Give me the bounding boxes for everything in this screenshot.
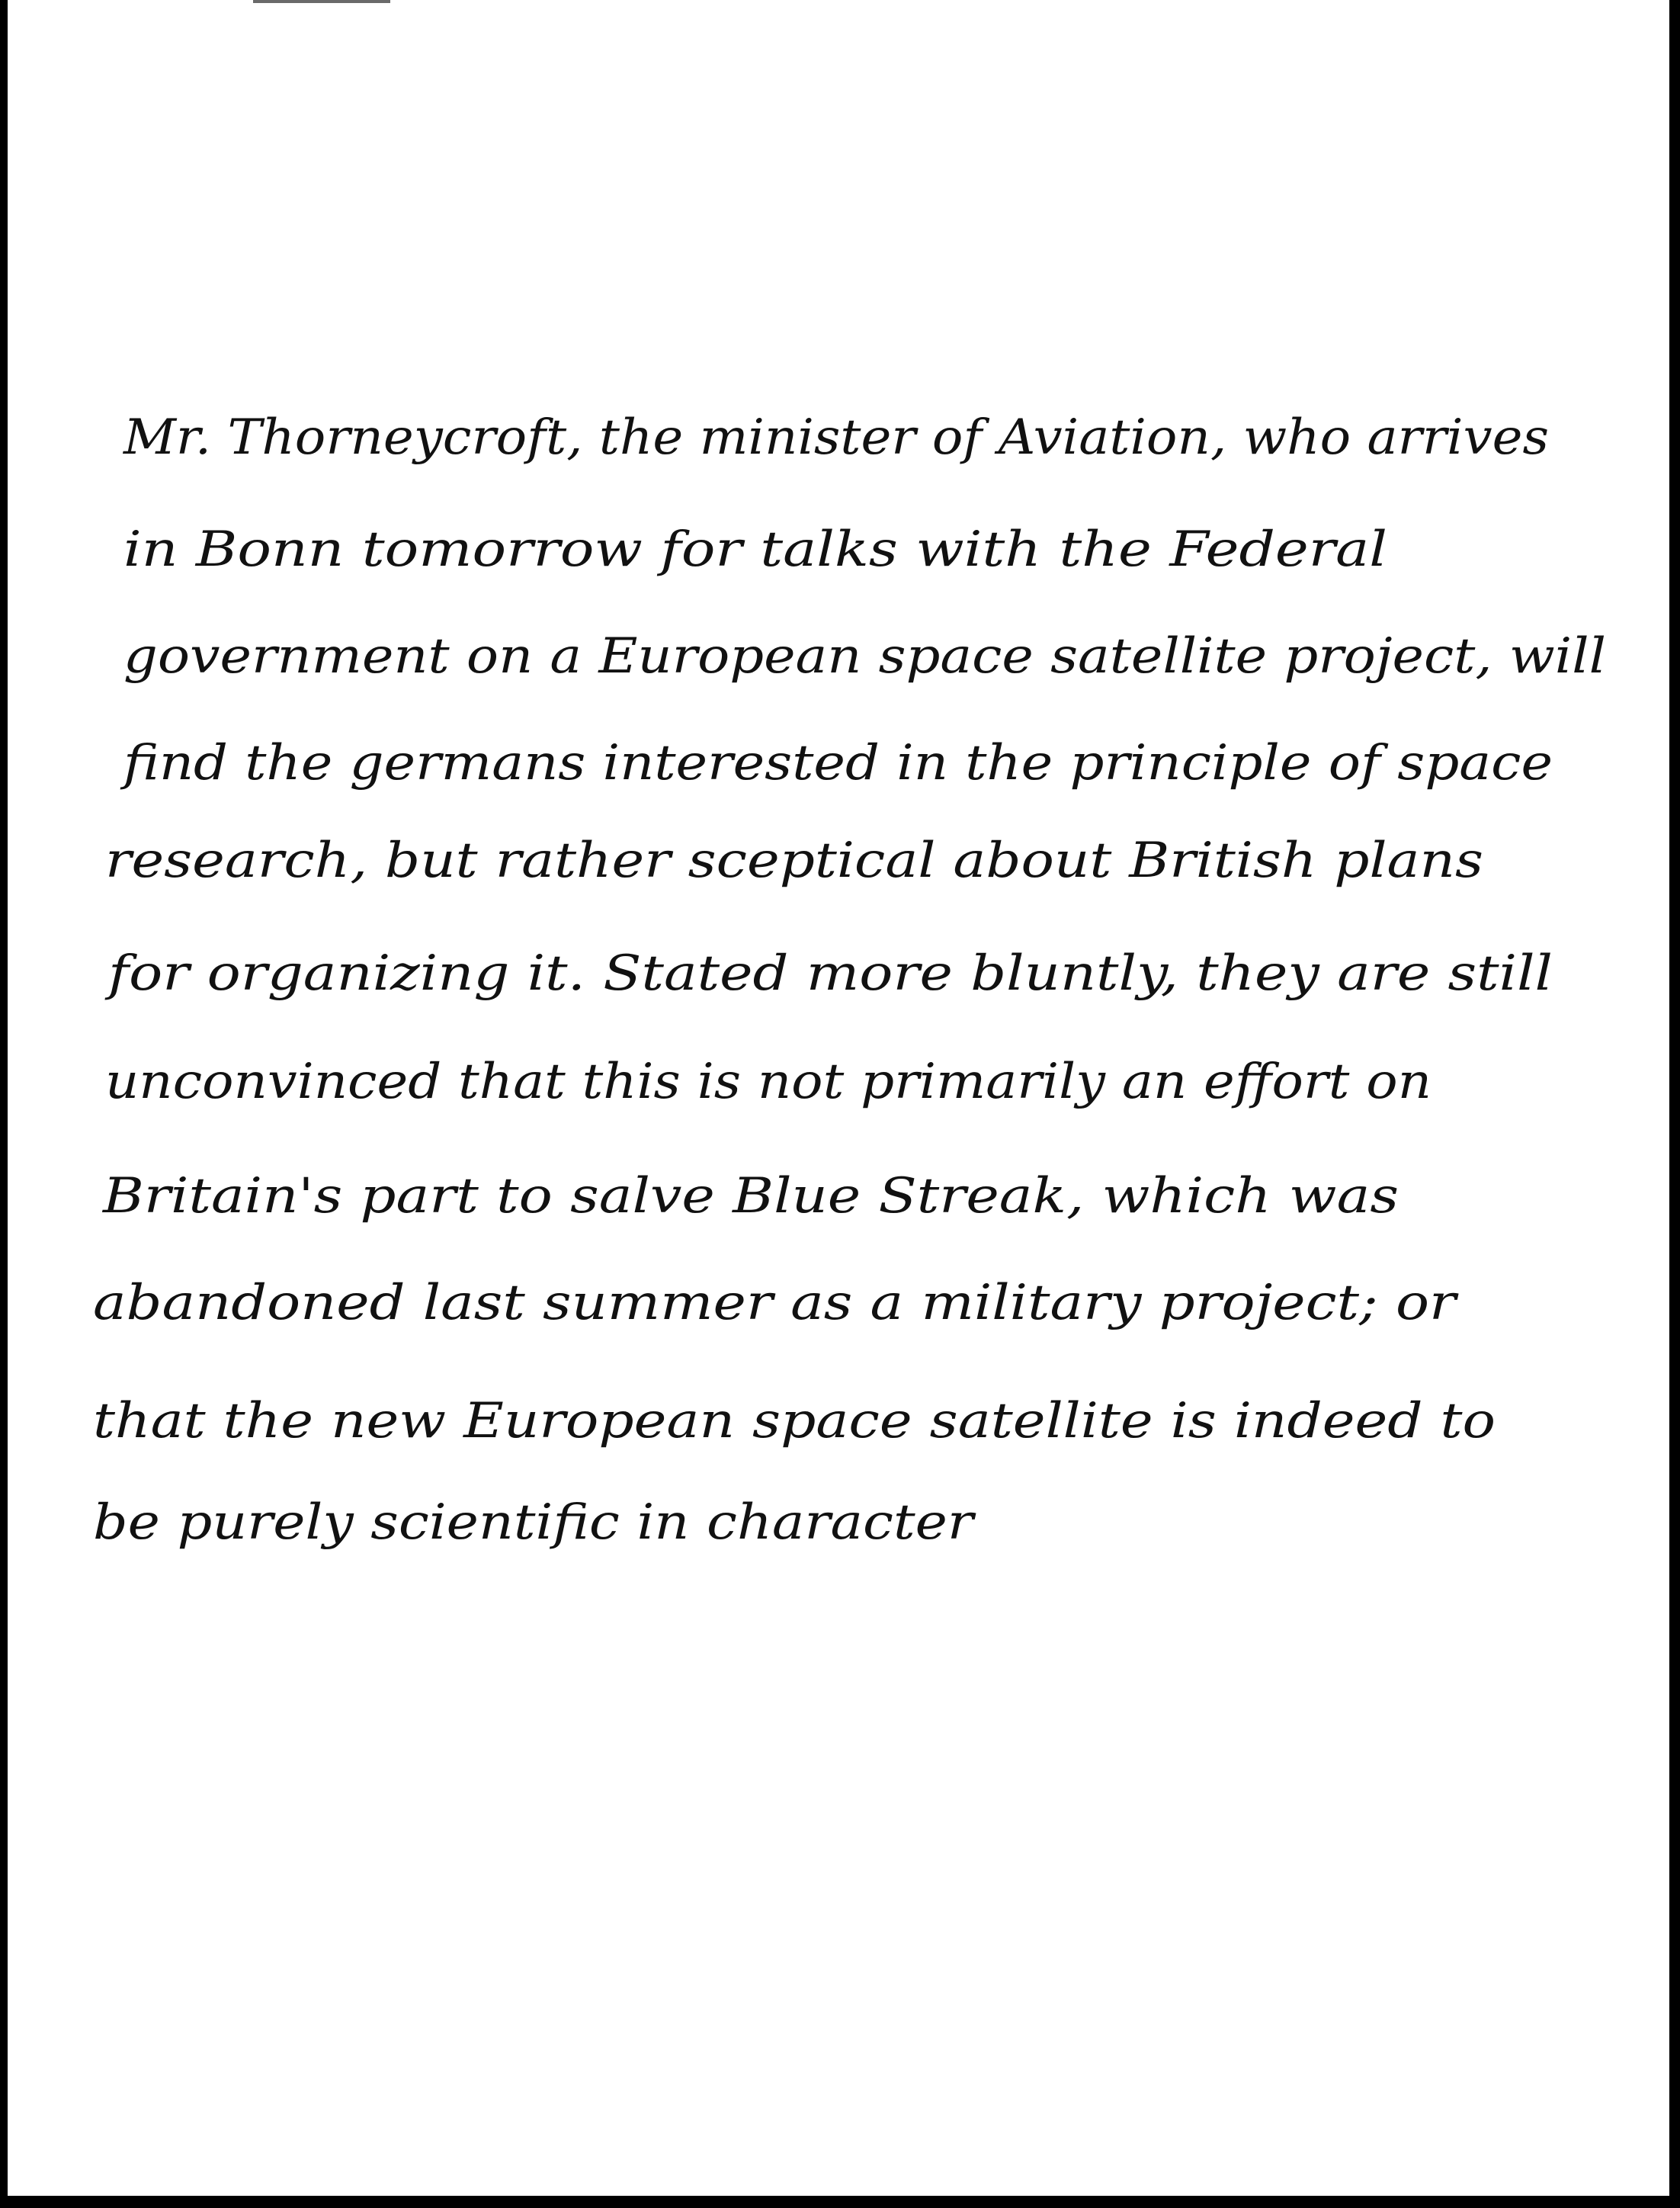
handwritten-line: Britain's part to salve Blue Streak, which was <box>101 1168 1399 1224</box>
handwritten-line: research, but rather sceptical about British plans <box>105 833 1483 889</box>
handwritten-passage <box>8 0 1669 2196</box>
handwritten-line: Mr. Thorneycroft, the minister of Aviation, who arrives <box>122 409 1550 466</box>
handwritten-line: for organizing it. Stated more bluntly, they are still <box>104 945 1553 1002</box>
handwritten-line: government on a European space satellite project, will <box>123 628 1606 685</box>
paper-sheet <box>8 0 1669 2196</box>
handwritten-line: be purely scientific in character <box>93 1494 976 1551</box>
handwritten-line: abandoned last summer as a military project; or <box>93 1275 1459 1331</box>
handwritten-line: in Bonn tomorrow for talks with the Federal <box>123 522 1387 578</box>
handwritten-line: unconvinced that this is not primarily an effort on <box>105 1054 1432 1110</box>
handwritten-line: find the germans interested in the principle of space <box>120 735 1553 791</box>
handwritten-line: that the new European space satellite is indeed to <box>93 1393 1496 1449</box>
